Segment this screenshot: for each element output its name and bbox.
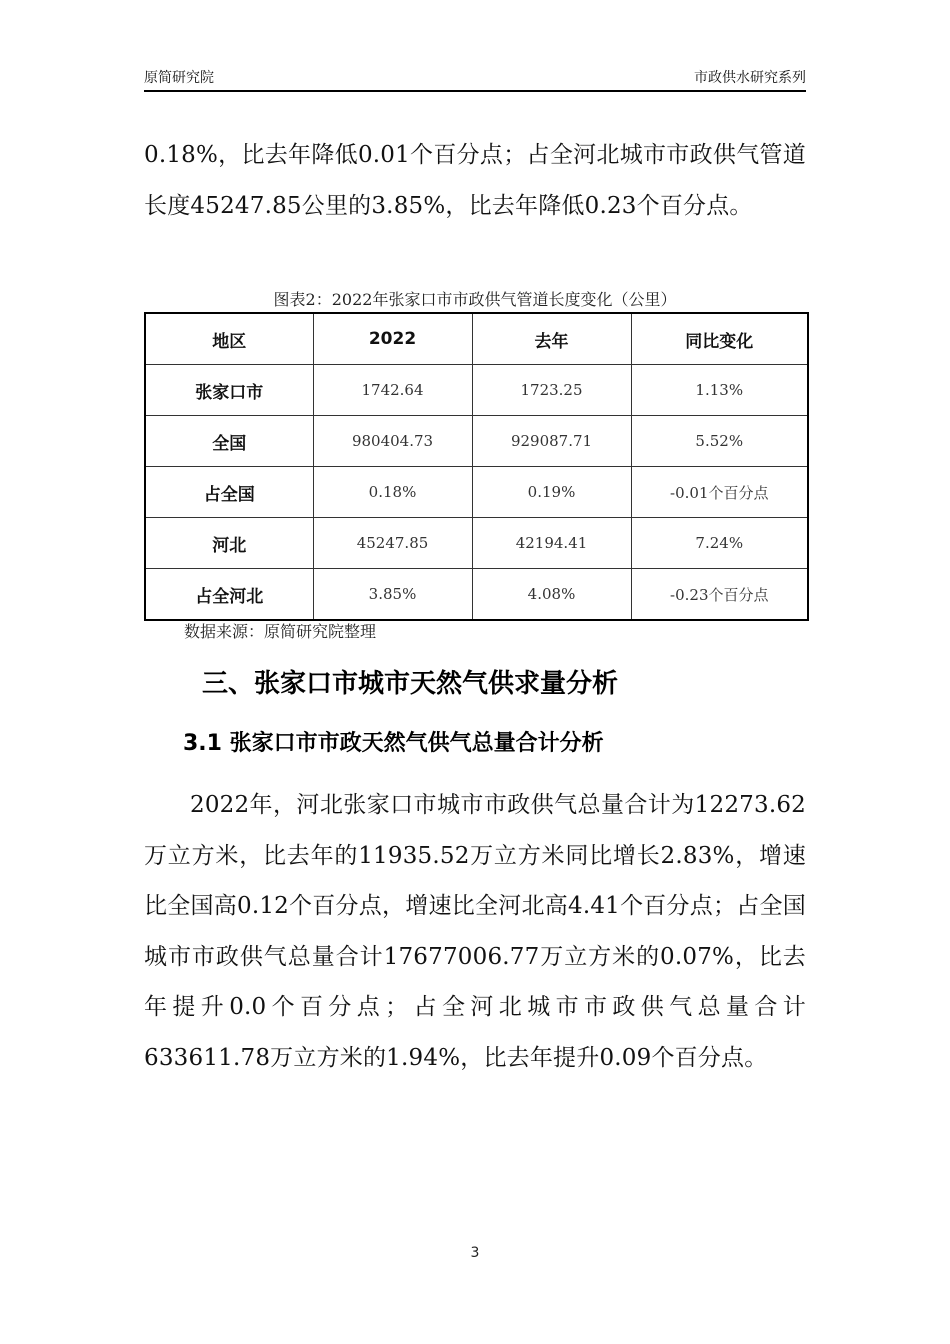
table-source-note: 数据来源：原简研究院整理: [184, 622, 377, 641]
row-change: 5.52%: [631, 416, 808, 467]
column-header-2022: 2022: [313, 313, 472, 365]
row-region: 占全国: [145, 467, 313, 518]
body-paragraph-continued: 0.18%，比去年降低0.01个百分点；占全河北城市市政供气管道长度45247.85公里的3.85%，比去年降低0.23个百分点。: [144, 142, 806, 219]
row-region: 张家口市: [145, 365, 313, 416]
table-row: [145, 569, 808, 621]
row-current: 3.85%: [313, 569, 472, 621]
row-current: 0.18%: [313, 467, 472, 518]
row-region: 河北: [145, 518, 313, 569]
table-row: [145, 467, 808, 518]
row-last-year: 0.19%: [472, 467, 631, 518]
row-last-year: 42194.41: [472, 518, 631, 569]
row-last-year: 1723.25: [472, 365, 631, 416]
row-last-year: 929087.71: [472, 416, 631, 467]
row-last-year: 4.08%: [472, 569, 631, 621]
table-row: [145, 416, 808, 467]
section-heading: 三、张家口市城市天然气供求量分析: [202, 669, 619, 699]
table-caption: 图表2：2022年张家口市市政供气管道长度变化（公里）: [273, 290, 677, 309]
row-change: -0.23个百分点: [631, 569, 808, 621]
row-change: 7.24%: [631, 518, 808, 569]
row-current: 980404.73: [313, 416, 472, 467]
row-current: 45247.85: [313, 518, 472, 569]
body-paragraph: 2022年，河北张家口市城市市政供气总量合计为12273.62万立方米，比去年的11935.52万立方米同比增长2.83%，增速比全国高0.12个百分点，增速比全河北高4.41个百分点；占全国城市市政供气总量合计17677006.77万立方米的0.07%，比去年提升0.0个百分点；占全河北城市市政供气总量合计633611.78万立方米的1.94%，比去年提升0.09个百分点。: [144, 792, 806, 1071]
header-org-name: 原简研究院: [144, 70, 214, 86]
row-change: -0.01个百分点: [631, 467, 808, 518]
subsection-heading: 3.1 张家口市市政天然气供气总量合计分析: [183, 731, 604, 756]
row-region: 全国: [145, 416, 313, 467]
page-number: 3: [470, 1245, 480, 1261]
row-change: 1.13%: [631, 365, 808, 416]
column-header-region: 地区: [145, 313, 313, 365]
column-header-last-year: 去年: [472, 313, 631, 365]
header-series-name: 市政供水研究系列: [694, 70, 806, 86]
table-header-row: [145, 313, 808, 365]
table-row: [145, 365, 808, 416]
pipeline-length-table: [144, 312, 809, 621]
page-header: [144, 66, 806, 92]
table-row: [145, 518, 808, 569]
column-header-yoy-change: 同比变化: [631, 313, 808, 365]
row-region: 占全河北: [145, 569, 313, 621]
row-current: 1742.64: [313, 365, 472, 416]
